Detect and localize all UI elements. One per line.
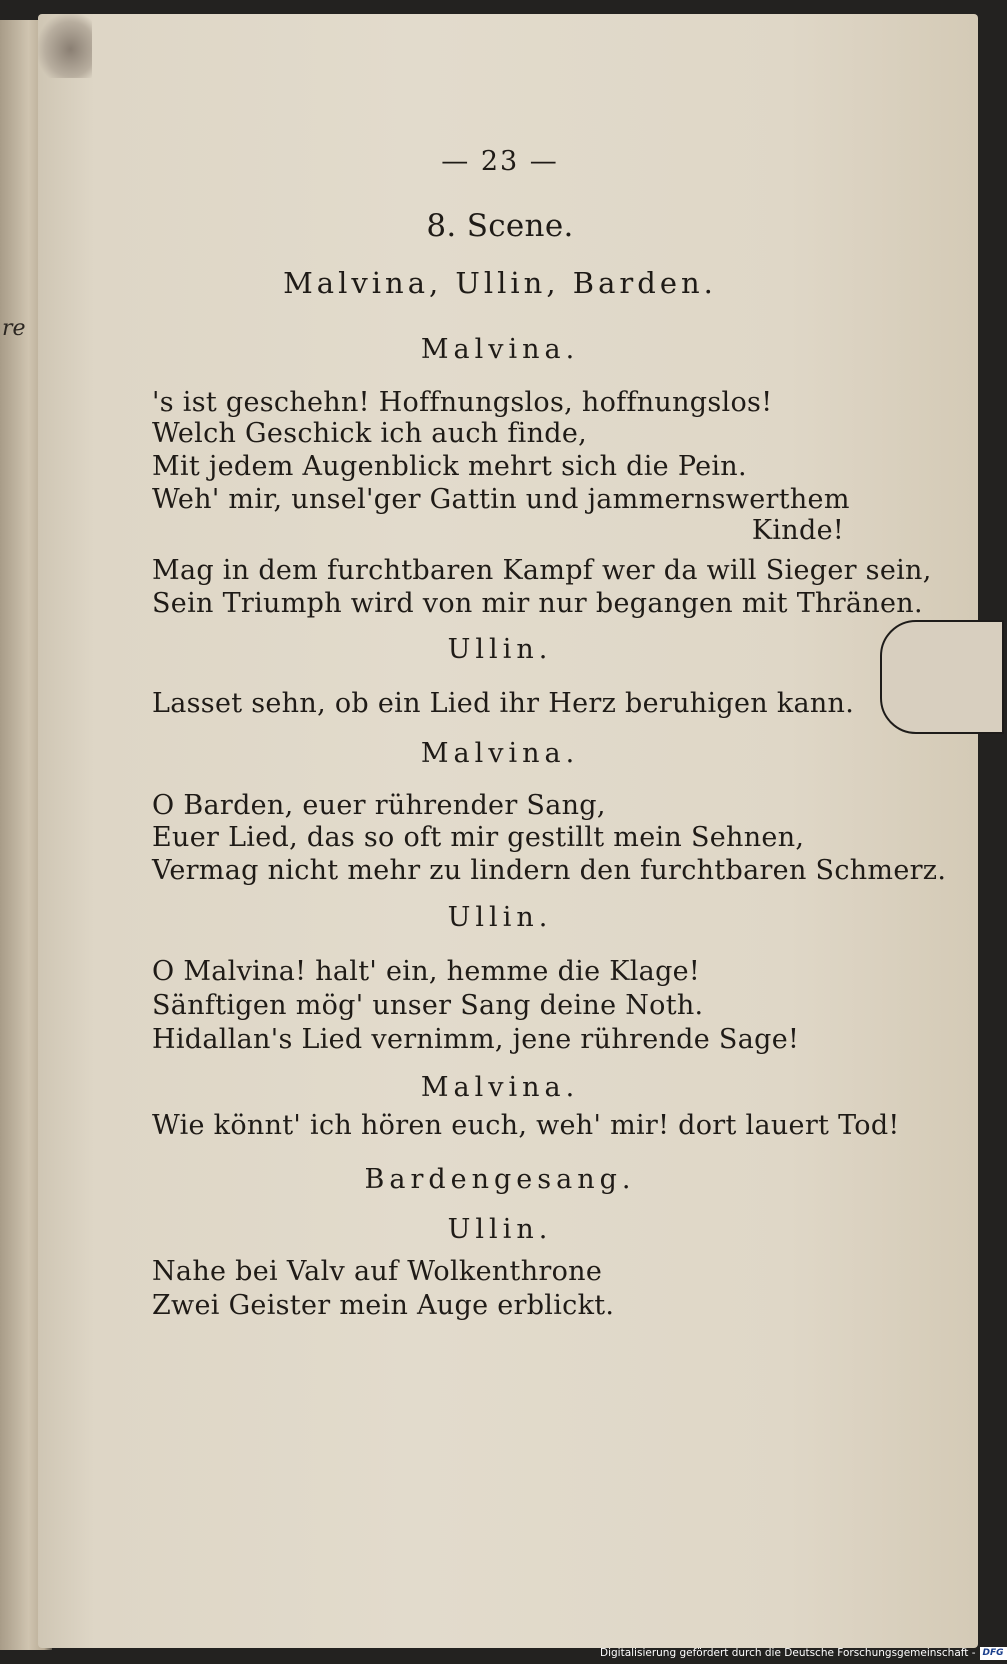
verse-line: Nahe bei Valv auf Wolkenthrone: [152, 1256, 603, 1287]
cast-list: Malvina, Ullin, Barden.: [283, 266, 717, 300]
verse-line: Hidallan's Lied vernimm, jene rührende Sage!: [152, 1024, 800, 1055]
verse-line: Lasset sehn, ob ein Lied ihr Herz beruhigen kann.: [152, 688, 855, 719]
verse-line: O Malvina! halt' ein, hemme die Klage!: [152, 956, 701, 987]
verse-line: Welch Geschick ich auch finde,: [152, 418, 588, 449]
dfg-logo: DFG: [980, 1647, 1007, 1660]
verse-line: Mit jedem Augenblick mehrt sich die Pein.: [152, 451, 747, 482]
section-heading: Bardengesang.: [364, 1164, 636, 1195]
verse-line: Vermag nicht mehr zu lindern den furchtbaren Schmerz.: [152, 855, 947, 886]
verse-line: Sänftigen mög' unser Sang deine Noth.: [152, 990, 704, 1021]
verse-line: O Barden, euer rührender Sang,: [152, 790, 606, 821]
verse-line: Euer Lied, das so oft mir gestillt mein Sehnen,: [152, 822, 805, 853]
verse-line: Mag in dem furchtbaren Kampf wer da will Sieger sein,: [152, 555, 932, 586]
speaker-name: Malvina.: [420, 334, 580, 365]
verse-line-continuation: Kinde!: [751, 515, 844, 546]
speaker-name: Ullin.: [447, 902, 553, 933]
verse-line: Weh' mir, unsel'ger Gattin und jammernswerthem: [152, 484, 850, 515]
page-number: — 23 —: [441, 146, 559, 177]
funding-credit: [600, 1644, 1004, 1662]
verse-line: Sein Triumph wird von mir nur begangen mit Thränen.: [152, 588, 923, 619]
speaker-name: Ullin.: [447, 1214, 553, 1245]
verse-line: Zwei Geister mein Auge erblickt.: [152, 1290, 615, 1321]
funding-credit-text: Digitalisierung gefördert durch die Deutsche Forschungsgemeinschaft -: [600, 1647, 976, 1659]
speaker-name: Malvina.: [420, 738, 580, 769]
speaker-name: Ullin.: [447, 634, 553, 665]
speaker-name: Malvina.: [420, 1072, 580, 1103]
scene-title: 8. Scene.: [426, 208, 574, 244]
left-page-text-fragment: re: [2, 316, 26, 341]
verse-line: 's ist geschehn! Hoffnungslos, hoffnungslos!: [152, 387, 773, 418]
verse-line: Wie könnt' ich hören euch, weh' mir! dort lauert Tod!: [152, 1110, 900, 1141]
